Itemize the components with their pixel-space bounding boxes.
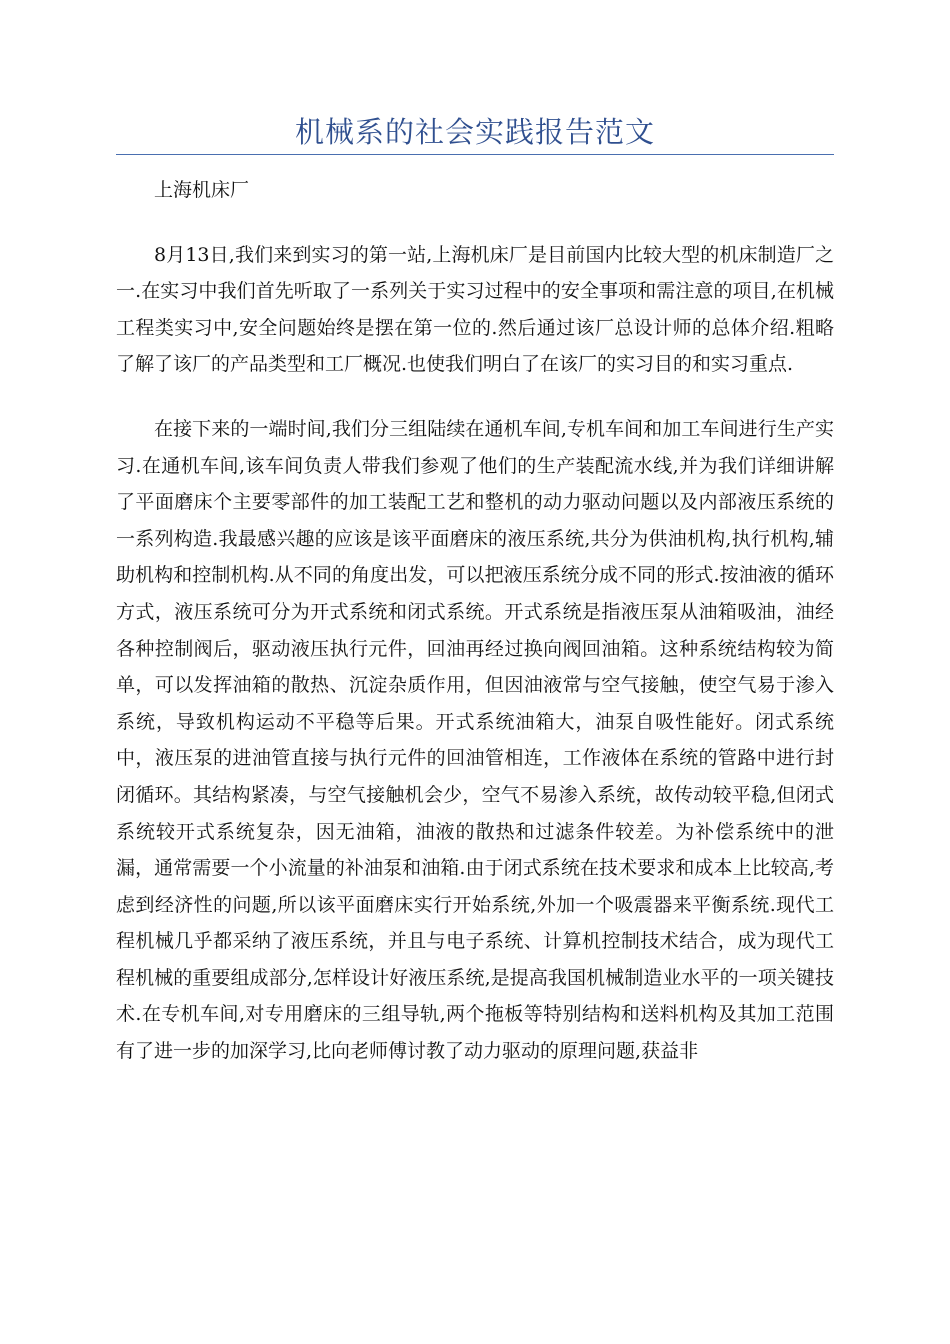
document-title: 机械系的社会实践报告范文	[294, 115, 655, 149]
paragraph-1: 8月13日,我们来到实习的第一站,上海机床厂是目前国内比较大型的机床制造厂之一.在实习中我们首先听取了一系列关于实习过程中的安全事项和需注意的项目,在机械工程类实习中,安全问题始终是摆在第一位的.然后通过该厂总设计师的总体介绍.粗略了解了该厂的产品类型和工厂概况.也使我们明白了在该厂的实习目的和实习重点.	[116, 243, 834, 376]
paragraph-2: 在接下来的一端时间,我们分三组陆续在通机车间,专机车间和加工车间进行生产实习.在通机车间,该车间负责人带我们参观了他们的生产装配流水线,并为我们详细讲解了平面磨床个主要零部件的加工装配工艺和整机的动力驱动问题以及内部液压系统的一系列构造.我最感兴趣的应该是该平面磨床的液压系统,共分为供油机构,执行机构,辅助机构和控制机构.从不同的角度出发，可以把液压系统分成不同的形式.按油液的循环方式，液压系统可分为开式系统和闭式系统。开式系统是指液压泵从油箱吸油，油经各种控制阀后，驱动液压执行元件，回油再经过换向阀回油箱。这种系统结构较为简单，可以发挥油箱的散热、沉淀杂质作用，但因油液常与空气接触，使空气易于渗入系统，导致机构运动不平稳等后果。开式系统油箱大，油泵自吸性能好。闭式系统中，液压泵的进油管直接与执行元件的回油管相连，工作液体在系统的管路中进行封闭循环。其结构紧凑，与空气接触机会少，空气不易渗入系统，故传动较平稳,但闭式系统较开式系统复杂，因无油箱，油液的散热和过滤条件较差。为补偿系统中的泄漏，通常需要一个小流量的补油泵和油箱.由于闭式系统在技术要求和成本上比较高,考虑到经济性的问题,所以该平面磨床实行开始系统,外加一个吸震器来平衡系统.现代工程机械几乎都采纳了液压系统，并且与电子系统、计算机控制技术结合，成为现代工程机械的重要组成部分,怎样设计好液压系统,是提高我国机械制造业水平的一项关键技术.在专机车间,对专用磨床的三组导轨,两个拖板等特别结构和送料机构及其加工范围有了进一步的加深学习,比向老师傅讨教了动力驱动的原理问题,获益非	[116, 417, 834, 1063]
section-heading: 上海机床厂	[154, 179, 250, 201]
title-underline	[116, 154, 834, 155]
document-body	[116, 172, 834, 1070]
